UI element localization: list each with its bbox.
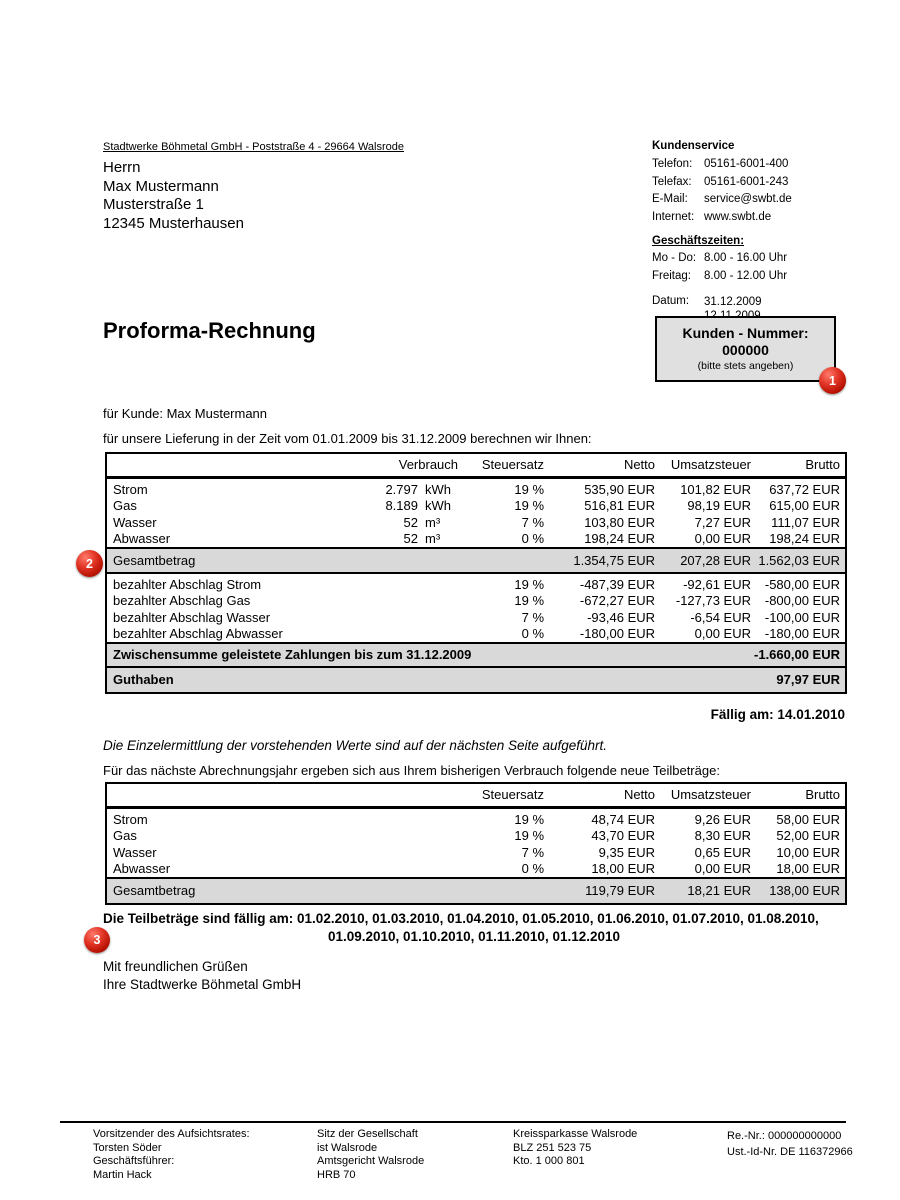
- footer-column-management: [93, 1128, 250, 1182]
- footer-line: Martin Hack: [93, 1168, 152, 1181]
- annotation-marker-3: 3: [84, 927, 110, 953]
- header-umsatzsteuer: Umsatzsteuer: [658, 453, 754, 477]
- row-steuersatz: 7 %: [521, 514, 545, 530]
- deduction-umsatzsteuer: -6,54 EUR: [690, 609, 752, 625]
- credit-brutto: 97,97 EUR: [754, 667, 846, 693]
- row-umsatzsteuer: 0,00 EUR: [694, 861, 752, 876]
- recipient-line: Musterstraße 1: [103, 196, 204, 213]
- row-brutto: 637,72 EUR: [769, 481, 841, 497]
- row-brutto: 10,00 EUR: [776, 844, 841, 860]
- row-brutto: 111,07 EUR: [771, 514, 841, 530]
- header-steuersatz: Steuersatz: [458, 783, 554, 807]
- contact-row-internet: [652, 209, 862, 227]
- row-label: Abwasser: [113, 861, 171, 876]
- row-netto: 198,24 EUR: [584, 531, 656, 546]
- row-netto: 9,35 EUR: [598, 844, 656, 860]
- header-verbrauch: Verbrauch: [326, 453, 458, 477]
- contact-value: 05161-6001-243: [704, 175, 789, 188]
- deduction-label: bezahlter Abschlag Strom: [113, 576, 262, 592]
- customer-number-note: (bitte stets angeben): [697, 360, 794, 372]
- installments-table: [105, 782, 847, 905]
- table-row: [106, 514, 846, 531]
- row-umsatzsteuer: 0,00 EUR: [694, 531, 752, 546]
- footer-line: Geschäftsführer:: [93, 1155, 175, 1167]
- table-row: [106, 497, 846, 514]
- row-umsatzsteuer: 7,27 EUR: [694, 514, 752, 530]
- row-steuersatz: 0 %: [521, 861, 545, 876]
- row-label: Wasser: [113, 844, 157, 860]
- row-netto: 516,81 EUR: [584, 497, 656, 513]
- deduction-steuersatz: 7 %: [521, 609, 545, 625]
- hours-value: 8.00 - 12.00 Uhr: [704, 269, 788, 282]
- row-verbrauch: 2.797: [385, 481, 418, 497]
- deduction-umsatzsteuer: 0,00 EUR: [694, 626, 752, 641]
- deduction-row: [106, 609, 846, 626]
- row-steuersatz: 19 %: [514, 481, 545, 497]
- subtotal-row: [106, 643, 846, 667]
- closing-line: Ihre Stadtwerke Böhmetal GmbH: [103, 977, 302, 992]
- deduction-netto: -180,00 EUR: [579, 626, 656, 641]
- row-netto: 535,90 EUR: [584, 481, 656, 497]
- header-brutto: Brutto: [754, 453, 846, 477]
- date-label: Datum:: [652, 295, 690, 307]
- total-umsatzsteuer: 18,21 EUR: [658, 878, 754, 904]
- row-brutto: 58,00 EUR: [776, 811, 841, 827]
- deduction-netto: -93,46 EUR: [587, 609, 656, 625]
- row-verbrauch: 52: [403, 531, 418, 546]
- customer-line: für Kunde: Max Mustermann: [103, 406, 268, 421]
- subtotal-label: Zwischensumme geleistete Zahlungen bis zum 31.12.2009: [106, 643, 754, 667]
- subtotal-brutto: -1.660,00 EUR: [754, 643, 846, 667]
- settlement-table: [105, 452, 847, 694]
- row-label: Strom: [113, 481, 148, 497]
- table-row: [106, 477, 846, 497]
- hours-row-friday: [652, 268, 862, 286]
- total-brutto: 1.562,03 EUR: [754, 548, 846, 573]
- table-row: [106, 861, 846, 878]
- deduction-netto: -487,39 EUR: [579, 576, 656, 592]
- customer-number-title: Kunden - Nummer:: [682, 325, 809, 341]
- closing-block: [103, 958, 301, 994]
- total-row: [106, 878, 846, 904]
- row-steuersatz: 19 %: [514, 827, 545, 843]
- installment-due-line-2: 01.09.2010, 01.10.2010, 01.11.2010, 01.12.2010: [327, 929, 621, 944]
- footer-line: Torsten Söder: [93, 1141, 162, 1154]
- row-label: Gas: [113, 827, 137, 843]
- deduction-umsatzsteuer: -92,61 EUR: [683, 576, 752, 592]
- header-netto: Netto: [554, 783, 658, 807]
- row-einheit: m³: [425, 531, 441, 546]
- deduction-brutto: -580,00 EUR: [764, 576, 841, 592]
- footer-line: ist Walsrode: [317, 1141, 378, 1154]
- row-netto: 103,80 EUR: [584, 514, 656, 530]
- row-netto: 48,74 EUR: [591, 811, 656, 827]
- row-label: Gas: [113, 497, 137, 513]
- row-steuersatz: 19 %: [514, 497, 545, 513]
- footer-line: Vorsitzender des Aufsichtsrates:: [93, 1128, 250, 1140]
- customer-service-heading: Kundenservice: [652, 140, 735, 152]
- total-umsatzsteuer: 207,28 EUR: [658, 548, 754, 573]
- deduction-steuersatz: 19 %: [514, 576, 545, 592]
- row-steuersatz: 19 %: [514, 811, 545, 827]
- row-label: Abwasser: [113, 531, 171, 546]
- row-brutto: 615,00 EUR: [769, 497, 841, 513]
- table-row: [106, 807, 846, 827]
- row-umsatzsteuer: 8,30 EUR: [694, 827, 752, 843]
- detail-note: Die Einzelermittlung der vorstehenden Werte sind auf der nächsten Seite aufgeführt.: [103, 738, 608, 753]
- annotation-marker-2: 2: [76, 550, 103, 577]
- contact-label: E-Mail:: [652, 193, 688, 205]
- sender-return-address: Stadtwerke Böhmetal GmbH - Poststraße 4 - 29664 Walsrode: [103, 141, 404, 153]
- footer-line: Re.-Nr.: 000000000000: [727, 1130, 842, 1142]
- closing-line: Mit freundlichen Grüßen: [103, 959, 248, 974]
- hours-row-weekdays: [652, 250, 862, 268]
- header-brutto: Brutto: [754, 783, 846, 807]
- row-steuersatz: 7 %: [521, 844, 545, 860]
- footer-line: Kreissparkasse Walsrode: [513, 1128, 638, 1140]
- footer-column-registry: [317, 1128, 424, 1182]
- credit-row: [106, 667, 846, 693]
- header-empty: [106, 453, 326, 477]
- deduction-row: [106, 573, 846, 592]
- contact-label: Telefon:: [652, 158, 693, 170]
- total-netto: 119,79 EUR: [554, 878, 658, 904]
- header-steuersatz: Steuersatz: [458, 453, 554, 477]
- deduction-label: bezahlter Abschlag Gas: [113, 592, 251, 608]
- header-netto: Netto: [554, 453, 658, 477]
- contact-label: Telefax:: [652, 175, 692, 188]
- deduction-label: bezahlter Abschlag Wasser: [113, 609, 271, 625]
- customer-number-box: [655, 316, 836, 382]
- row-umsatzsteuer: 101,82 EUR: [680, 481, 752, 497]
- row-einheit: kWh: [425, 481, 451, 497]
- installment-due-dates: [103, 911, 845, 944]
- next-year-line: Für das nächste Abrechnungsjahr ergeben sich aus Ihrem bisherigen Verbrauch folgende neue Teilbeträge:: [103, 763, 720, 778]
- footer-divider: [60, 1121, 846, 1123]
- deduction-steuersatz: 0 %: [521, 626, 545, 641]
- installment-due-line-1: Die Teilbeträge sind fällig am: 01.02.2010, 01.03.2010, 01.04.2010, 01.05.2010, 01.06.2010, 01.07.2010, 01.08.2010,: [103, 911, 819, 926]
- deduction-brutto: -800,00 EUR: [764, 592, 841, 608]
- row-umsatzsteuer: 9,26 EUR: [694, 811, 752, 827]
- deduction-row: [106, 626, 846, 643]
- footer-line: BLZ 251 523 75: [513, 1141, 592, 1154]
- row-einheit: m³: [425, 514, 441, 530]
- total-label: Gesamtbetrag: [106, 548, 554, 573]
- table-row: [106, 827, 846, 844]
- contact-row-telefon: [652, 156, 862, 174]
- hours-label: Mo - Do:: [652, 252, 697, 264]
- customer-number-value: 000000: [722, 342, 769, 358]
- total-row: [106, 548, 846, 573]
- deduction-label: bezahlter Abschlag Abwasser: [113, 626, 283, 641]
- recipient-line: 12345 Musterhausen: [103, 214, 244, 232]
- recipient-line: Herrn: [103, 159, 141, 176]
- contact-value: service@swbt.de: [704, 193, 792, 205]
- contact-row-email: [652, 191, 862, 209]
- row-verbrauch: 8.189: [385, 497, 418, 513]
- recipient-address: [103, 159, 244, 233]
- footer-line: HRB 70: [317, 1168, 356, 1181]
- header-empty: [106, 783, 458, 807]
- hours-value: 8.00 - 16.00 Uhr: [704, 252, 788, 264]
- settlement-header-row: [106, 453, 846, 477]
- row-umsatzsteuer: 0,65 EUR: [694, 844, 752, 860]
- installments-header-row: [106, 783, 846, 807]
- credit-label: Guthaben: [106, 667, 754, 693]
- contact-value: 05161-6001-400: [704, 158, 789, 170]
- row-brutto: 18,00 EUR: [776, 861, 841, 876]
- deduction-netto: -672,27 EUR: [579, 592, 656, 608]
- recipient-line: Max Mustermann: [103, 177, 219, 195]
- page-title: Proforma-Rechnung: [103, 318, 316, 343]
- contact-value: www.swbt.de: [704, 210, 772, 223]
- footer-line: Kto. 1 000 801: [513, 1155, 585, 1167]
- footer-line: Ust.-Id-Nr. DE 116372966: [727, 1146, 853, 1158]
- row-label: Strom: [113, 811, 148, 827]
- deduction-umsatzsteuer: -127,73 EUR: [675, 592, 752, 608]
- contact-label: Internet:: [652, 210, 695, 223]
- footer-column-ids: [727, 1128, 853, 1160]
- footer-line: Amtsgericht Walsrode: [317, 1155, 425, 1167]
- due-date-note: Fällig am: 14.01.2010: [710, 707, 845, 722]
- footer-column-bank: [513, 1128, 637, 1169]
- row-brutto: 52,00 EUR: [776, 827, 841, 843]
- total-netto: 1.354,75 EUR: [554, 548, 658, 573]
- footer-line: Sitz der Gesellschaft: [317, 1128, 418, 1140]
- table-row: [106, 531, 846, 548]
- row-einheit: kWh: [425, 497, 451, 513]
- period-line: für unsere Lieferung in der Zeit vom 01.01.2009 bis 31.12.2009 berechnen wir Ihnen:: [103, 431, 592, 446]
- row-steuersatz: 0 %: [521, 531, 545, 546]
- row-netto: 43,70 EUR: [591, 827, 656, 843]
- header-umsatzsteuer: Umsatzsteuer: [658, 783, 754, 807]
- row-netto: 18,00 EUR: [591, 861, 656, 876]
- business-hours-heading: Geschäftszeiten:: [652, 235, 745, 247]
- deduction-row: [106, 592, 846, 609]
- row-brutto: 198,24 EUR: [769, 531, 841, 546]
- row-verbrauch: 52: [403, 514, 418, 530]
- total-brutto: 138,00 EUR: [754, 878, 846, 904]
- annotation-marker-1: 1: [819, 367, 846, 394]
- deduction-brutto: -180,00 EUR: [764, 626, 841, 641]
- row-umsatzsteuer: 98,19 EUR: [687, 497, 752, 513]
- deduction-steuersatz: 19 %: [514, 592, 545, 608]
- total-label: Gesamtbetrag: [106, 878, 554, 904]
- contact-row-telefax: [652, 174, 862, 192]
- row-label: Wasser: [113, 514, 157, 530]
- table-row: [106, 844, 846, 861]
- hours-label: Freitag:: [652, 269, 691, 282]
- date-value: 31.12.2009: [704, 296, 762, 308]
- customer-service-block: [652, 140, 862, 323]
- deduction-brutto: -100,00 EUR: [764, 609, 841, 625]
